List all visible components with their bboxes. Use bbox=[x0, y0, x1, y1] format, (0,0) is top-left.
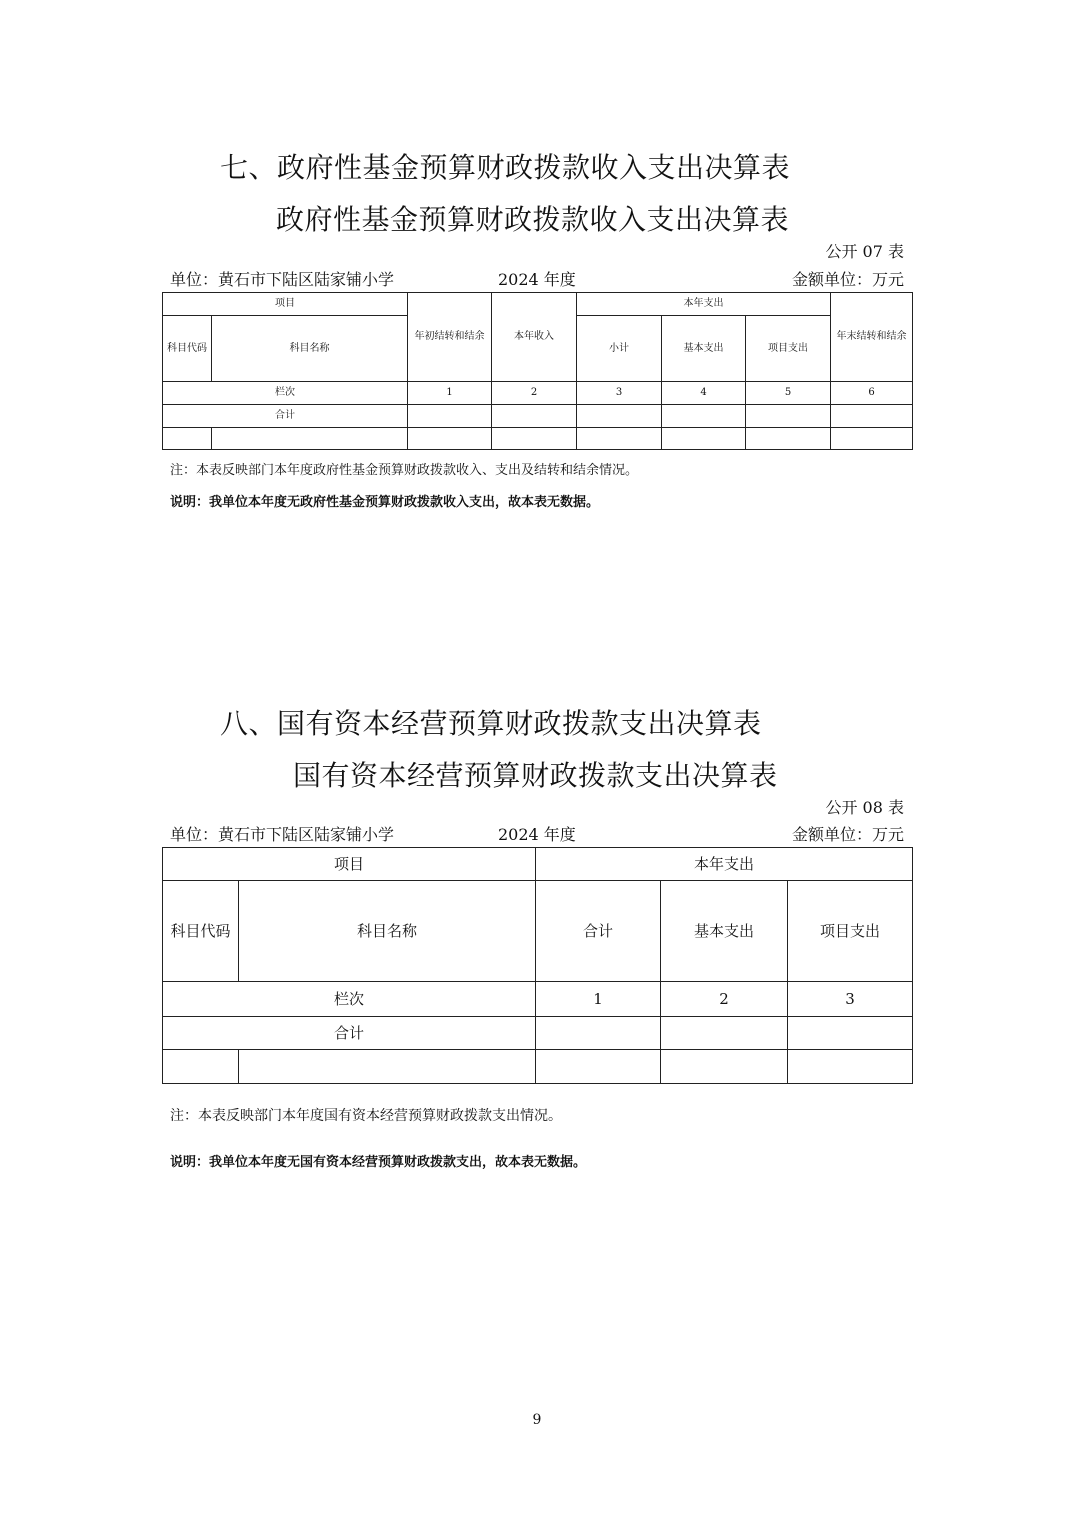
section8-table bbox=[162, 847, 913, 1084]
header-project: 项目 bbox=[163, 848, 536, 881]
table-row bbox=[163, 1050, 913, 1084]
header-project: 项目 bbox=[163, 293, 408, 316]
section7-table-title: 政府性基金预算财政拨款收入支出决算表 bbox=[276, 203, 790, 236]
column-number: 4 bbox=[662, 382, 746, 405]
section8-note: 注：本表反映部门本年度国有资本经营预算财政拨款支出情况。 bbox=[170, 1108, 562, 1124]
header-project-expense: 项目支出 bbox=[788, 881, 913, 982]
section7-year: 2024 年度 bbox=[498, 270, 576, 289]
empty-cell bbox=[788, 1017, 913, 1050]
section8-heading: 八、国有资本经营预算财政拨款支出决算表 bbox=[220, 707, 762, 740]
table-row bbox=[163, 428, 913, 450]
section8-year: 2024 年度 bbox=[498, 825, 576, 844]
table-row bbox=[163, 1017, 913, 1050]
empty-cell bbox=[661, 1017, 788, 1050]
section7-heading: 七、政府性基金预算财政拨款收入支出决算表 bbox=[220, 151, 791, 184]
total-label: 合计 bbox=[163, 405, 408, 428]
section8-amount-unit: 金额单位：万元 bbox=[791, 825, 904, 844]
section7-form-number: 公开 07 表 bbox=[825, 242, 904, 261]
row-index-label: 栏次 bbox=[163, 382, 408, 405]
header-expense-group: 本年支出 bbox=[536, 848, 913, 881]
empty-cell bbox=[831, 405, 913, 428]
section7-unit: 单位：黄石市下陆区陆家铺小学 bbox=[170, 270, 395, 289]
empty-cell bbox=[536, 1050, 661, 1084]
column-number: 2 bbox=[492, 382, 577, 405]
empty-cell bbox=[746, 405, 831, 428]
empty-cell bbox=[577, 405, 662, 428]
header-basic: 基本支出 bbox=[661, 881, 788, 982]
table-row bbox=[163, 405, 913, 428]
empty-cell bbox=[831, 428, 913, 450]
column-number: 3 bbox=[788, 982, 913, 1017]
header-income: 本年收入 bbox=[492, 293, 577, 382]
empty-cell bbox=[662, 405, 746, 428]
header-code: 科目代码 bbox=[163, 881, 239, 982]
header-closing-balance: 年末结转和结余 bbox=[831, 293, 913, 382]
section8-unit: 单位：黄石市下陆区陆家铺小学 bbox=[170, 825, 395, 844]
column-number: 2 bbox=[661, 982, 788, 1017]
empty-cell bbox=[536, 1017, 661, 1050]
empty-cell bbox=[239, 1050, 536, 1084]
empty-cell bbox=[212, 428, 408, 450]
column-number: 6 bbox=[831, 382, 913, 405]
section8-form-number: 公开 08 表 bbox=[825, 798, 904, 817]
column-number: 1 bbox=[536, 982, 661, 1017]
empty-cell bbox=[788, 1050, 913, 1084]
empty-cell bbox=[163, 428, 212, 450]
header-project-expense: 项目支出 bbox=[746, 316, 831, 382]
column-number: 5 bbox=[746, 382, 831, 405]
table-row bbox=[163, 982, 913, 1017]
header-basic: 基本支出 bbox=[662, 316, 746, 382]
column-number: 1 bbox=[408, 382, 492, 405]
empty-cell bbox=[492, 428, 577, 450]
empty-cell bbox=[163, 1050, 239, 1084]
empty-cell bbox=[577, 428, 662, 450]
section8-table-title: 国有资本经营预算财政拨款支出决算表 bbox=[293, 759, 778, 792]
section7-amount-unit: 金额单位：万元 bbox=[791, 270, 904, 289]
header-opening-balance: 年初结转和结余 bbox=[408, 293, 492, 382]
empty-cell bbox=[492, 405, 577, 428]
column-number: 3 bbox=[577, 382, 662, 405]
empty-cell bbox=[746, 428, 831, 450]
section7-note: 注：本表反映部门本年度政府性基金预算财政拨款收入、支出及结转和结余情况。 bbox=[170, 463, 639, 478]
header-name: 科目名称 bbox=[212, 316, 408, 382]
empty-cell bbox=[408, 428, 492, 450]
section8-explanation: 说明：我单位本年度无国有资本经营预算财政拨款支出，故本表无数据。 bbox=[170, 1155, 587, 1170]
empty-cell bbox=[662, 428, 746, 450]
header-code: 科目代码 bbox=[163, 316, 212, 382]
header-expense-group: 本年支出 bbox=[577, 293, 831, 316]
total-label: 合计 bbox=[163, 1017, 536, 1050]
empty-cell bbox=[408, 405, 492, 428]
row-index-label: 栏次 bbox=[163, 982, 536, 1017]
section7-table bbox=[162, 292, 913, 450]
header-subtotal: 小计 bbox=[577, 316, 662, 382]
empty-cell bbox=[661, 1050, 788, 1084]
section7-explanation: 说明：我单位本年度无政府性基金预算财政拨款收入支出，故本表无数据。 bbox=[170, 495, 600, 510]
header-name: 科目名称 bbox=[239, 881, 536, 982]
page-number: 9 bbox=[532, 1412, 542, 1428]
table-row bbox=[163, 382, 913, 405]
header-total: 合计 bbox=[536, 881, 661, 982]
